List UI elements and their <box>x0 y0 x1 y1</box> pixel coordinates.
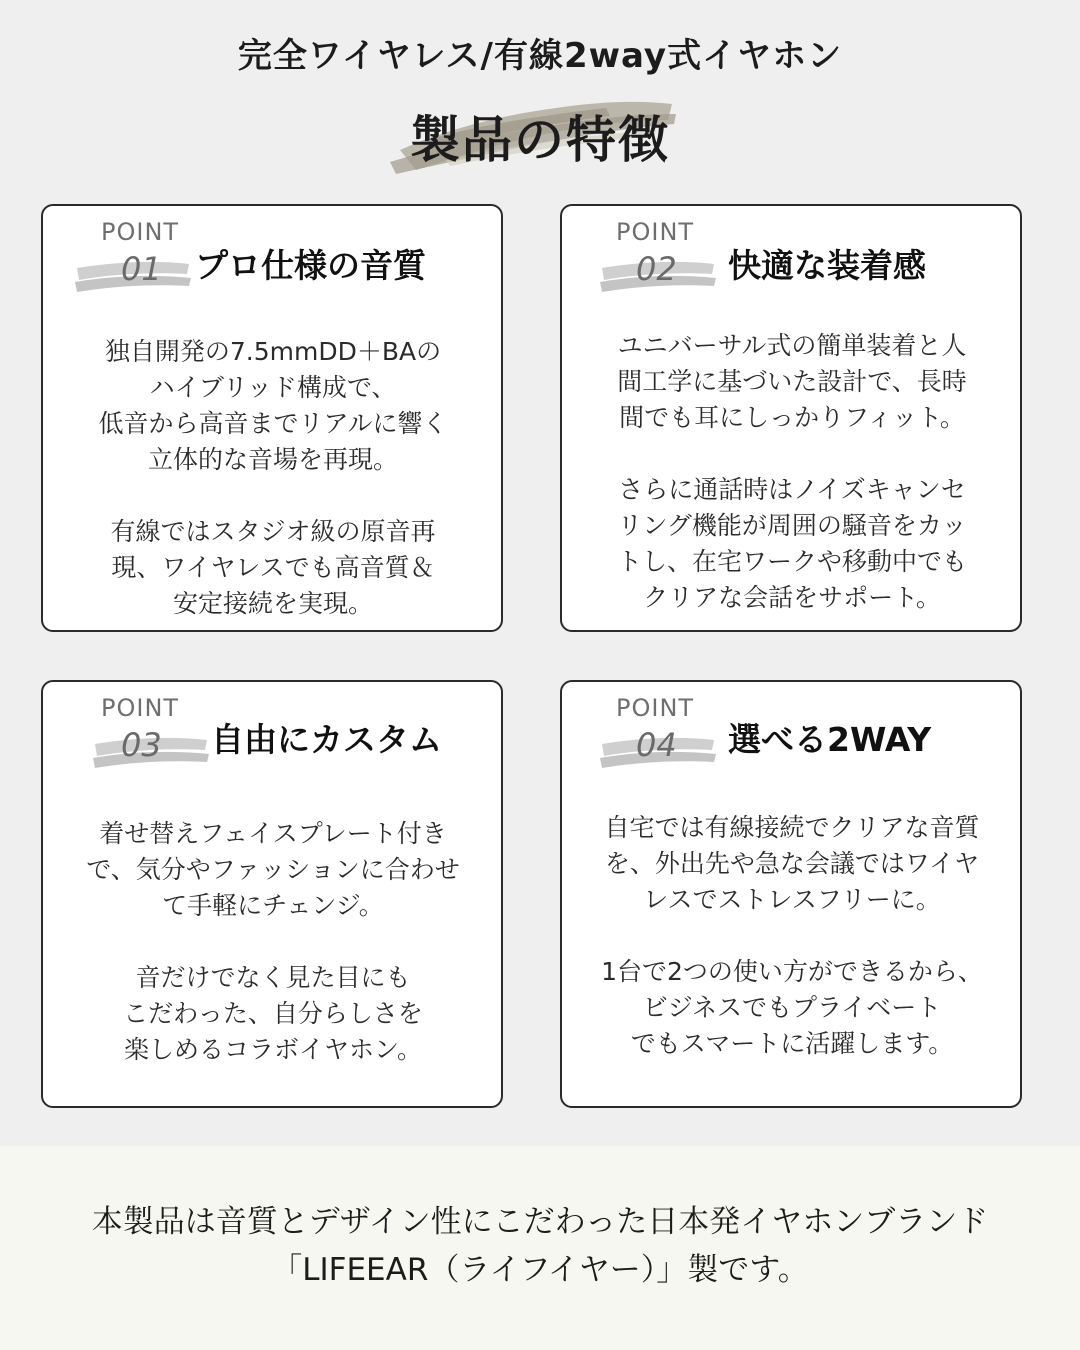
point-number: 02 <box>636 250 677 288</box>
title-block <box>0 90 1080 180</box>
point-number: 03 <box>121 726 162 764</box>
card-paragraph-1: 着せ替えフェイスプレート付き で、気分やファッションに合わせ て手軽にチェンジ。 <box>86 819 460 920</box>
footer-line-2: 「LIFEEAR（ライフイヤー）」製です。 <box>271 1252 809 1288</box>
feature-card-2 <box>560 204 1022 632</box>
card-paragraph-1: ユニバーサル式の簡単装着と人 間工学に基づいた設計で、長時 間でも耳にしっかりフィット。 <box>617 331 967 432</box>
feature-card-1 <box>41 204 503 632</box>
card-title: 選べる2WAY <box>728 720 932 759</box>
point-label: POINT <box>616 218 695 246</box>
point-number: 01 <box>121 250 162 288</box>
footer-line-1: 本製品は音質とデザイン性にこだわった日本発イヤホンブランド <box>91 1204 989 1240</box>
card-paragraph-2: さらに通話時はノイズキャンセ リング機能が周囲の騒音をカッ トし、在宅ワークや移動中でも クリアな会話をサポート。 <box>616 475 967 612</box>
point-label: POINT <box>101 218 180 246</box>
card-body <box>53 334 493 622</box>
card-body <box>53 816 493 1068</box>
card-paragraph-2: 音だけでなく見た目にも こだわった、自分らしさを 楽しめるコラボイヤホン。 <box>123 963 423 1064</box>
card-title: プロ仕様の音質 <box>195 246 426 285</box>
footer-text <box>20 1198 1060 1294</box>
card-paragraph-1: 独自開発の7.5mmDD＋BAの ハイブリッド構成で、 低音から高音までリアルに響く 立体的な音場を再現。 <box>98 337 448 474</box>
footer-banner <box>0 1146 1080 1350</box>
feature-card-3 <box>41 680 503 1108</box>
card-paragraph-2: 有線ではスタジオ級の原音再 現、ワイヤレスでも高音質＆ 安定接続を実現。 <box>110 517 436 618</box>
point-label: POINT <box>101 694 180 722</box>
point-number: 04 <box>636 726 677 764</box>
feature-card-4 <box>560 680 1022 1108</box>
card-title: 快適な装着感 <box>728 246 926 285</box>
page-title: 製品の特徴 <box>410 111 670 169</box>
card-body <box>572 810 1012 1062</box>
card-paragraph-1: 自宅では有線接続でクリアな音質 を、外出先や急な会議ではワイヤ レスでストレスフリーに。 <box>604 813 980 914</box>
point-label: POINT <box>616 694 695 722</box>
page-subtitle: 完全ワイヤレス/有線2way式イヤホン <box>237 36 843 76</box>
card-body <box>572 328 1012 616</box>
card-title: 自由にカスタム <box>211 720 442 759</box>
card-paragraph-2: 1台で2つの使い方ができるから、 ビジネスでもプライベート でもスマートに活躍します。 <box>601 957 983 1058</box>
